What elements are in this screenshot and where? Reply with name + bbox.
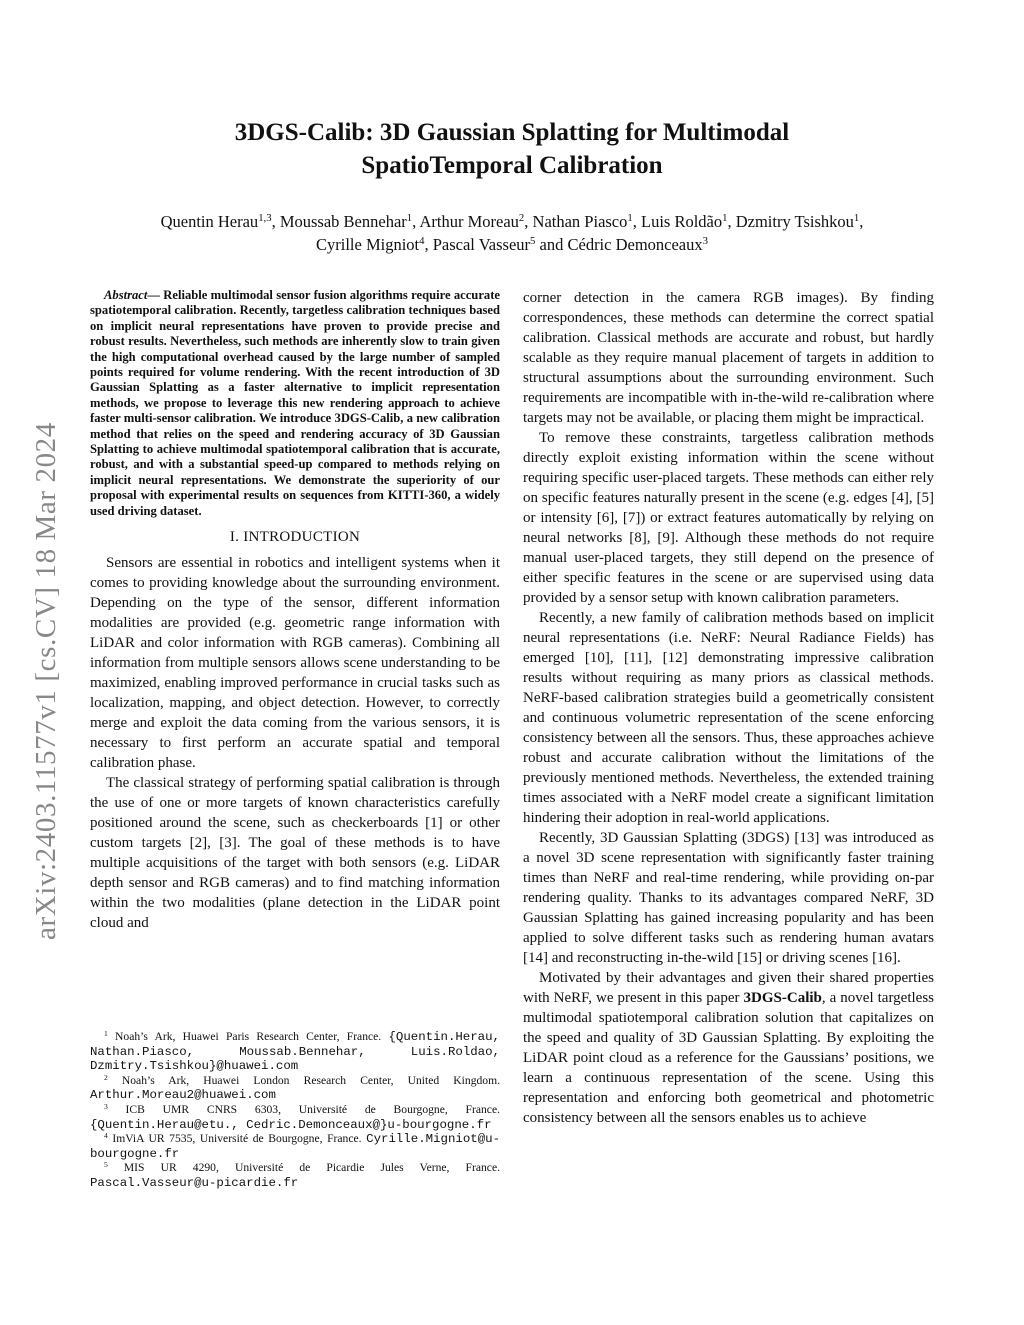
- footnote-number: 3: [104, 1101, 108, 1111]
- footnote-email[interactable]: Cyrille.Migniot@u-bourgogne.fr: [90, 1132, 501, 1161]
- author-affiliation: 1: [722, 212, 728, 225]
- author-affiliation: 1: [627, 212, 633, 225]
- left-column: [90, 288, 500, 933]
- footnote-email[interactable]: Pascal.Vasseur@u-picardie.fr: [90, 1175, 299, 1190]
- author-separator: ,: [859, 212, 864, 231]
- footnote-text: Noah’s Ark, Huawei London Research Center, United Kingdom.: [121, 1073, 501, 1087]
- author-separator: ,: [632, 212, 641, 231]
- footnote-item: [90, 1132, 500, 1161]
- author-name: Pascal Vasseur: [432, 235, 531, 254]
- right-column: [523, 288, 934, 1128]
- abstract-dash: —: [147, 288, 164, 302]
- author-name: Dzmitry Tsishkou: [735, 212, 854, 231]
- footnote-number: 4: [104, 1131, 108, 1141]
- footnote-number: 1: [104, 1028, 108, 1038]
- author-affiliation: 2: [518, 212, 525, 225]
- section-heading-introduction: I. INTRODUCTION: [229, 529, 361, 546]
- affiliation-footnotes: [90, 1030, 500, 1191]
- footnote-email[interactable]: {Quentin.Herau, Nathan.Piasco, Moussab.Bennehar, Luis.Roldao, Dzmitry.Tsishkou}@huawei.com: [90, 1030, 500, 1074]
- abstract: [90, 288, 500, 519]
- footnote-text: ICB UMR CNRS 6303, Université de Bourgogne, France.: [125, 1102, 500, 1116]
- right-paragraph-3: Recently, a new family of calibration methods based on implicit neural representations (i.e. NeRF: Neural Radiance Fields) has emerged [10], [11], [12] demonstrating impressive calibration results without requiring as many priors as classical methods. NeRF-based calibration strategies build a geometrically consistent and continuous volumetric representation of the scene enforcing consistency between all the sensors. Thus, these approaches achieve robust and accurate calibration without the limitations of the previously mentioned methods. Nevertheless, the extended training times associated with a NeRF model create a significant limitation hindering their adoption in real-world applications.: [523, 610, 934, 826]
- paragraph-text-after: , a novel targetless multimodal spatiotemporal calibration solution that capitalizes on the speed and quality of 3D Gaussian Splatting. By exploiting the LiDAR point cloud as a reference for the Gaussians’ positions, we learn a continuous representation of the scene. Using this representation and enforcing both geometrical and photometric consistency between all the sensors enables us to achieve: [523, 990, 935, 1126]
- footnote-item: [90, 1074, 500, 1103]
- footnote-item: [90, 1030, 500, 1074]
- author-separator: and: [535, 235, 568, 254]
- author-separator: ,: [727, 212, 736, 231]
- author-name: Cédric Demonceaux: [567, 235, 703, 254]
- author-separator: ,: [271, 212, 280, 231]
- footnote-text: ImViA UR 7535, Université de Bourgogne, France.: [112, 1132, 362, 1146]
- author-separator: ,: [424, 235, 433, 254]
- author-name: Arthur Moreau: [419, 212, 519, 231]
- title-line-1: 3DGS-Calib: 3D Gaussian Splatting for Multimodal: [234, 119, 790, 146]
- footnote-email[interactable]: Arthur.Moreau2@huawei.com: [90, 1088, 276, 1103]
- footnote-email[interactable]: {Quentin.Herau@etu., Cedric.Demonceaux@}u-bourgogne.fr: [90, 1117, 492, 1132]
- intro-paragraph-2: The classical strategy of performing spatial calibration is through the use of one or more targets of known characteristics carefully positioned around the scene, such as checkerboards [1] or other custom targets [2], [3]. The goal of these methods is to have multiple acquisitions of the target with both sensors (e.g. LiDAR depth sensor and RGB cameras) and to find matching information within the two modalities (plane detection in the LiDAR point cloud and: [90, 775, 500, 932]
- author-affiliation: 1: [406, 212, 413, 225]
- author-affiliation: 1: [853, 212, 860, 225]
- author-name: Luis Roldão: [641, 212, 723, 231]
- author-affiliation: 3: [702, 235, 708, 248]
- authors-line-1: [90, 210, 934, 233]
- abstract-text: Reliable multimodal sensor fusion algorithms require accurate spatiotemporal calibration. Recently, targetless calibration techniques based on implicit neural representations have proven to provide precise and robust results. Nevertheless, such methods are inherently slow to train given the high computational overhead caused by the large number of sampled points required for volume rendering. With the recent introduction of 3D Gaussian Splatting as a faster alternative to implicit representation methods, we propose to leverage this new rendering approach to achieve faster multi-sensor calibration. We introduce 3DGS-Calib, a new calibration method that relies on the speed and rendering accuracy of 3D Gaussian Splatting to achieve multimodal spatiotemporal calibration that is accurate, robust, and with a substantial speed-up compared to methods relying on implicit neural representations. We demonstrate the superiority of our proposal with experimental results on sequences from KITTI-360, a widely used driving dataset.: [90, 288, 500, 518]
- author-affiliation: 1,3: [258, 212, 272, 225]
- intro-paragraph-1: Sensors are essential in robotics and intelligent systems when it comes to providing knowledge about the surrounding environment. Depending on the type of the sensor, different information modalities are provided (e.g. geometric range information with LiDAR and color information with RGB cameras). Combining all information from multiple sensors allows scene understanding to be maximized, enabling improved performance in crucial tasks such as localization, mapping, and object detection. However, to correctly merge and exploit the data coming from the various sensors, it is necessary to first perform an accurate spatial and temporal calibration phase.: [90, 555, 500, 772]
- footnote-item: [90, 1103, 500, 1132]
- right-paragraph-1: corner detection in the camera RGB images). By finding correspondences, these methods can determine the correct spatial calibration. Classical methods are accurate and robust, but hardly scalable as they require manual placement of targets in addition to structural assumptions about the surrounding environment. Such requirements are incompatible with in-the-wild re-calibration where targets may not be available, or placing them might be impractical.: [523, 290, 934, 426]
- method-name: 3DGS-Calib: [743, 990, 822, 1006]
- author-list: [90, 210, 934, 256]
- arxiv-identifier[interactable]: arXiv:2403.11577v1 [cs.CV] 18 Mar 2024: [30, 422, 62, 940]
- author-affiliation: 4: [419, 235, 425, 248]
- right-paragraph-2: To remove these constraints, targetless calibration methods directly exploit existing information within the scene without requiring specific user-placed targets. These methods can either rely on specific features naturally present in the scene (e.g. edges [4], [5] or intensity [6], [7]) or extract features automatically by relying on neural networks [8], [9]. Although these methods do not require manual user-placed targets, they still depend on the presence of either specific features in the scene or are supervised using data provided by a sensor setup with known calibration parameters.: [523, 430, 934, 606]
- author-name: Nathan Piasco: [532, 212, 628, 231]
- abstract-label: Abstract: [104, 288, 148, 302]
- footnote-text: MIS UR 4290, Université de Picardie Jules Verne, France.: [123, 1161, 500, 1175]
- right-paragraph-5: [523, 968, 934, 1128]
- author-name: Moussab Bennehar: [279, 212, 407, 231]
- paragraph-text-before: Motivated by their advantages and given their shared properties with NeRF, we present in this paper: [523, 970, 934, 1006]
- title-line-2: SpatioTemporal Calibration: [361, 152, 663, 179]
- author-separator: ,: [412, 212, 420, 231]
- footnote-item: [90, 1161, 500, 1190]
- footnote-text: Noah’s Ark, Huawei Paris Research Center, France.: [115, 1030, 382, 1043]
- authors-line-2: [90, 233, 934, 256]
- author-name: Quentin Herau: [160, 212, 259, 231]
- footnote-number: 5: [104, 1160, 108, 1170]
- author-separator: ,: [524, 212, 533, 231]
- footnote-number: 2: [104, 1072, 108, 1082]
- paper-title: [90, 116, 934, 182]
- author-affiliation: 5: [530, 235, 536, 248]
- author-name: Cyrille Migniot: [316, 235, 420, 254]
- right-paragraph-4: Recently, 3D Gaussian Splatting (3DGS) [13] was introduced as a novel 3D scene representation with significantly faster training times than NeRF and real-time rendering, while providing on-par rendering quality. Thanks to its advantages compared NeRF, 3D Gaussian Splatting has gained increasing popularity and has been applied to solve different tasks such as rendering human avatars [14] and reconstructing in-the-wild [15] or driving scenes [16].: [523, 830, 934, 966]
